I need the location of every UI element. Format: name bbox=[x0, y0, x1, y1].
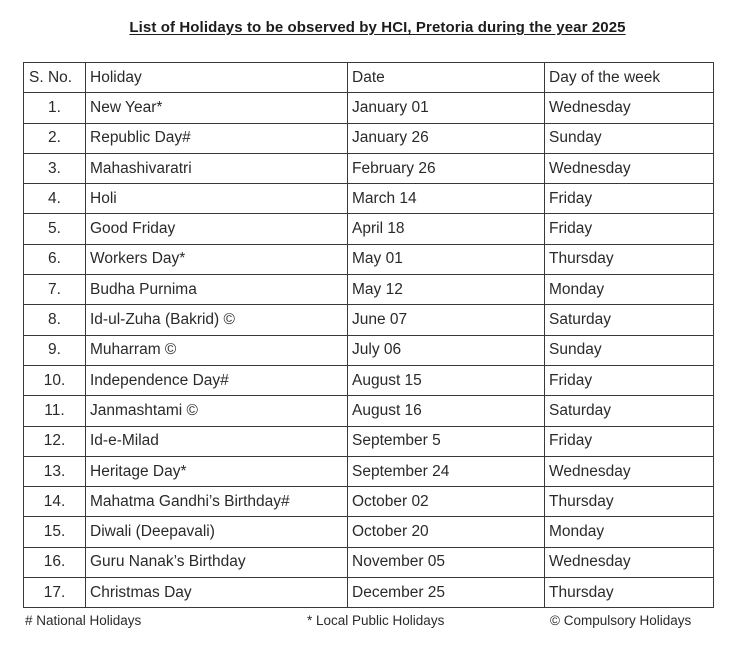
cell-day: Monday bbox=[545, 517, 714, 547]
table-header-row bbox=[24, 63, 714, 93]
cell-date: March 14 bbox=[348, 184, 545, 214]
cell-date: May 12 bbox=[348, 275, 545, 305]
cell-date: July 06 bbox=[348, 335, 545, 365]
table-row bbox=[24, 365, 714, 395]
cell-holiday: Diwali (Deepavali) bbox=[86, 517, 348, 547]
cell-sno: 2. bbox=[24, 123, 86, 153]
cell-holiday: Mahatma Gandhi’s Birthday# bbox=[86, 487, 348, 517]
cell-date: April 18 bbox=[348, 214, 545, 244]
cell-date: February 26 bbox=[348, 153, 545, 183]
legend-compulsory-holidays: © Compulsory Holidays bbox=[550, 613, 692, 628]
table-row bbox=[24, 487, 714, 517]
cell-date: October 20 bbox=[348, 517, 545, 547]
cell-date: June 07 bbox=[348, 305, 545, 335]
cell-day: Thursday bbox=[545, 578, 714, 608]
cell-day: Wednesday bbox=[545, 153, 714, 183]
legend-local-public-holidays: * Local Public Holidays bbox=[307, 613, 445, 628]
cell-date: August 15 bbox=[348, 365, 545, 395]
cell-holiday: Guru Nanak’s Birthday bbox=[86, 547, 348, 577]
table-row bbox=[24, 396, 714, 426]
cell-date: May 01 bbox=[348, 244, 545, 274]
cell-day: Friday bbox=[545, 426, 714, 456]
page-title: List of Holidays to be observed by HCI, Pretoria during the year 2025 bbox=[129, 19, 626, 36]
cell-day: Saturday bbox=[545, 305, 714, 335]
cell-sno: 9. bbox=[24, 335, 86, 365]
cell-day: Thursday bbox=[545, 244, 714, 274]
cell-day: Sunday bbox=[545, 335, 714, 365]
column-header-sno: S. No. bbox=[24, 63, 86, 93]
cell-date: November 05 bbox=[348, 547, 545, 577]
cell-sno: 4. bbox=[24, 184, 86, 214]
cell-date: September 5 bbox=[348, 426, 545, 456]
table-row bbox=[24, 93, 714, 123]
cell-sno: 11. bbox=[24, 396, 86, 426]
cell-sno: 12. bbox=[24, 426, 86, 456]
cell-date: October 02 bbox=[348, 487, 545, 517]
table-row bbox=[24, 184, 714, 214]
cell-holiday: Christmas Day bbox=[86, 578, 348, 608]
cell-date: September 24 bbox=[348, 456, 545, 486]
cell-sno: 1. bbox=[24, 93, 86, 123]
cell-day: Wednesday bbox=[545, 456, 714, 486]
cell-sno: 5. bbox=[24, 214, 86, 244]
cell-day: Monday bbox=[545, 275, 714, 305]
cell-date: December 25 bbox=[348, 578, 545, 608]
cell-holiday: New Year* bbox=[86, 93, 348, 123]
cell-holiday: Budha Purnima bbox=[86, 275, 348, 305]
cell-holiday: Heritage Day* bbox=[86, 456, 348, 486]
cell-date: August 16 bbox=[348, 396, 545, 426]
cell-holiday: Mahashivaratri bbox=[86, 153, 348, 183]
cell-holiday: Janmashtami © bbox=[86, 396, 348, 426]
column-header-holiday: Holiday bbox=[86, 63, 348, 93]
cell-holiday: Independence Day# bbox=[86, 365, 348, 395]
table-row bbox=[24, 335, 714, 365]
table-row bbox=[24, 123, 714, 153]
table-row bbox=[24, 517, 714, 547]
cell-sno: 10. bbox=[24, 365, 86, 395]
table-row bbox=[24, 153, 714, 183]
cell-day: Sunday bbox=[545, 123, 714, 153]
cell-sno: 6. bbox=[24, 244, 86, 274]
table-row bbox=[24, 456, 714, 486]
cell-sno: 8. bbox=[24, 305, 86, 335]
cell-day: Thursday bbox=[545, 487, 714, 517]
table-row bbox=[24, 578, 714, 608]
cell-day: Wednesday bbox=[545, 93, 714, 123]
cell-holiday: Good Friday bbox=[86, 214, 348, 244]
legend-national-holidays: # National Holidays bbox=[25, 613, 142, 628]
column-header-day: Day of the week bbox=[545, 63, 714, 93]
cell-holiday: Workers Day* bbox=[86, 244, 348, 274]
cell-date: January 01 bbox=[348, 93, 545, 123]
cell-sno: 7. bbox=[24, 275, 86, 305]
cell-sno: 3. bbox=[24, 153, 86, 183]
cell-sno: 16. bbox=[24, 547, 86, 577]
holiday-table bbox=[23, 62, 714, 608]
cell-sno: 17. bbox=[24, 578, 86, 608]
cell-day: Wednesday bbox=[545, 547, 714, 577]
cell-sno: 14. bbox=[24, 487, 86, 517]
cell-holiday: Id-ul-Zuha (Bakrid) © bbox=[86, 305, 348, 335]
table-row bbox=[24, 547, 714, 577]
cell-day: Friday bbox=[545, 214, 714, 244]
table-row bbox=[24, 426, 714, 456]
column-header-date: Date bbox=[348, 63, 545, 93]
cell-sno: 13. bbox=[24, 456, 86, 486]
table-row bbox=[24, 275, 714, 305]
table-row bbox=[24, 244, 714, 274]
cell-sno: 15. bbox=[24, 517, 86, 547]
cell-holiday: Muharram © bbox=[86, 335, 348, 365]
cell-day: Saturday bbox=[545, 396, 714, 426]
table-row bbox=[24, 214, 714, 244]
cell-day: Friday bbox=[545, 365, 714, 395]
table-row bbox=[24, 305, 714, 335]
cell-holiday: Republic Day# bbox=[86, 123, 348, 153]
cell-holiday: Id-e-Milad bbox=[86, 426, 348, 456]
cell-date: January 26 bbox=[348, 123, 545, 153]
cell-holiday: Holi bbox=[86, 184, 348, 214]
cell-day: Friday bbox=[545, 184, 714, 214]
